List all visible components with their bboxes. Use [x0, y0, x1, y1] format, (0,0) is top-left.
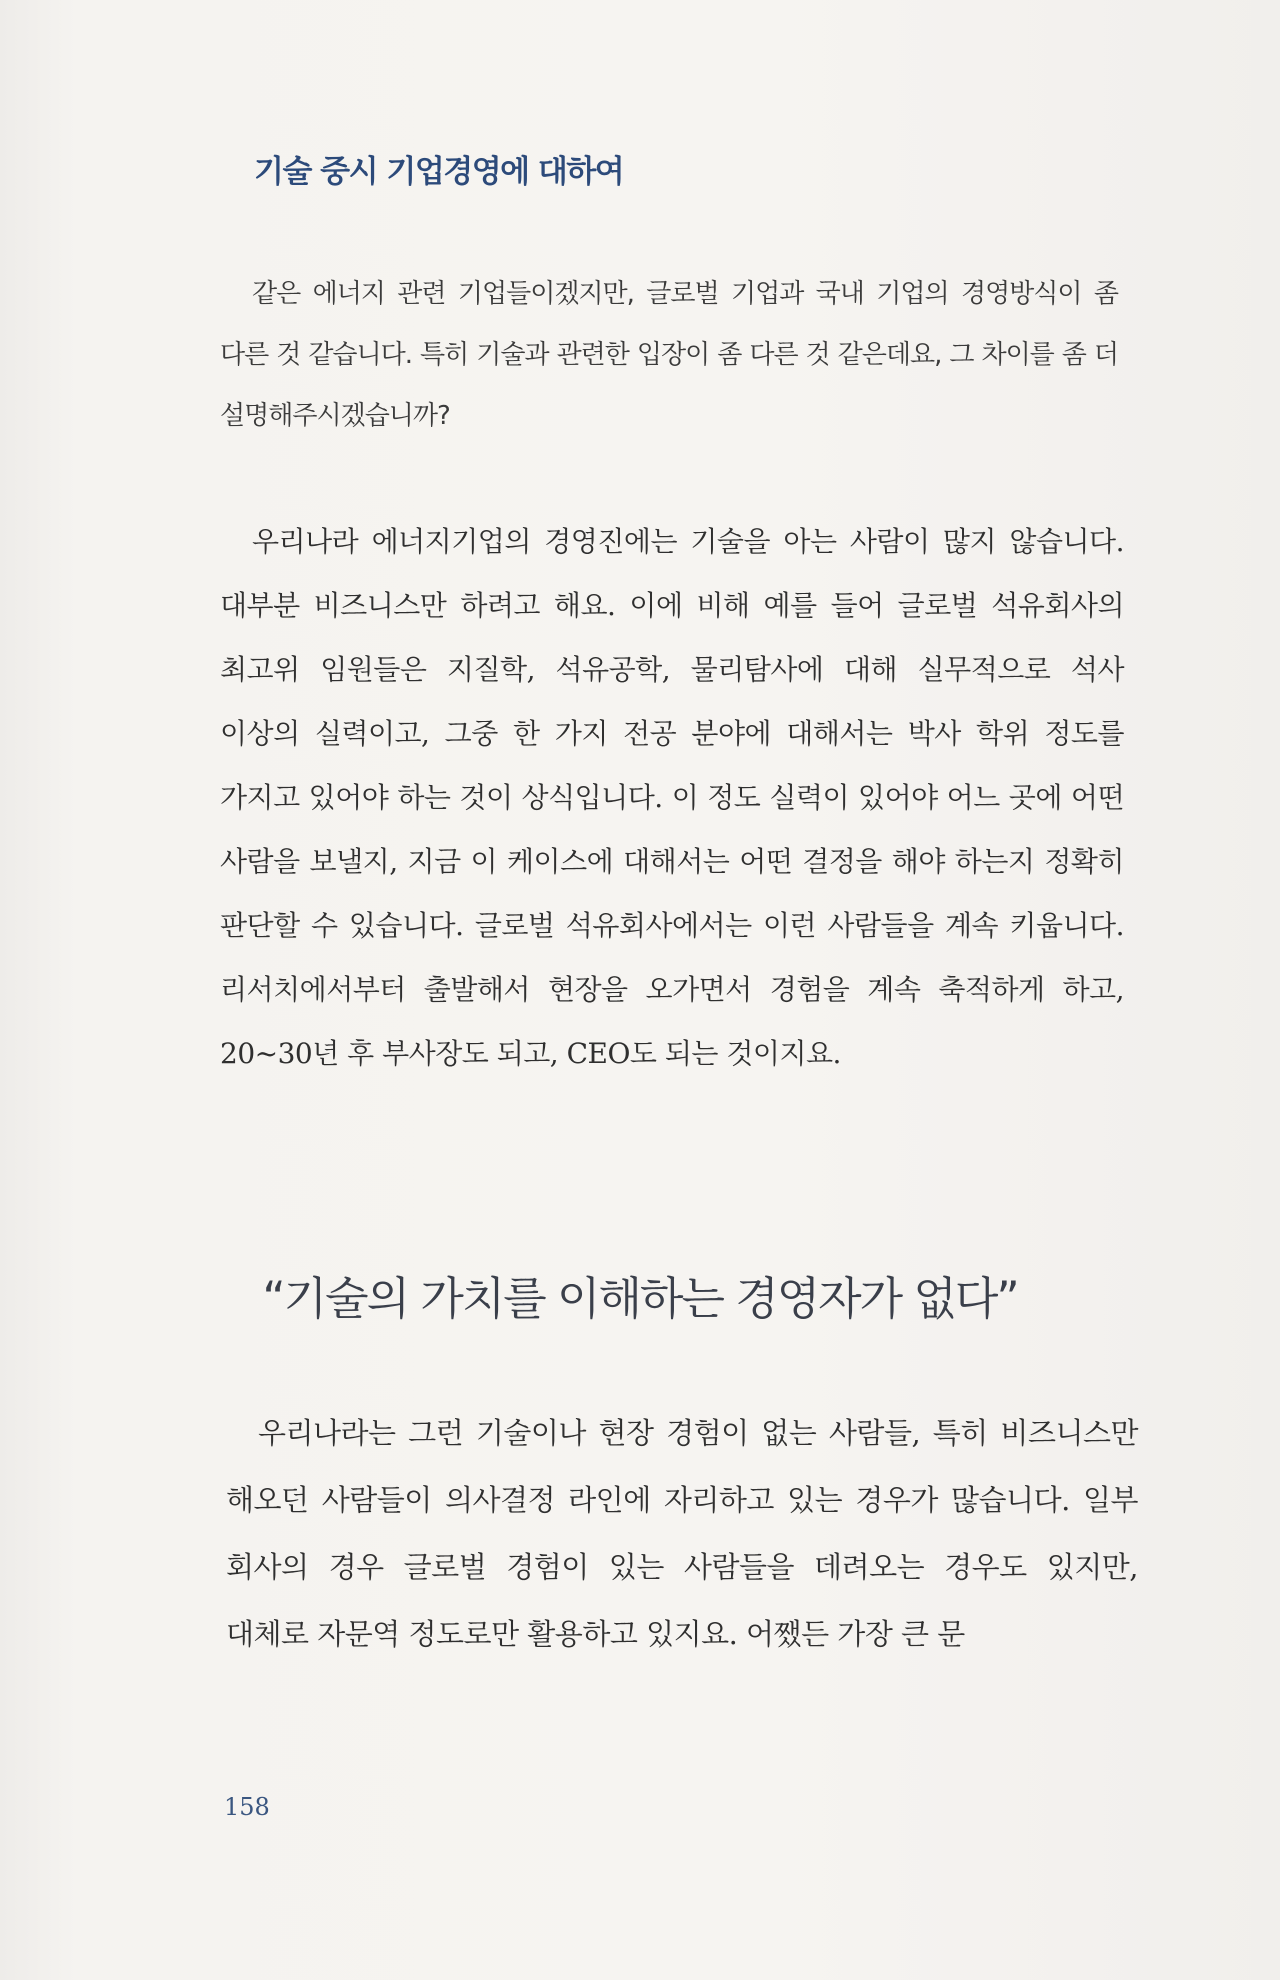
page-number: 158 [224, 1793, 270, 1821]
interview-answer-paragraph: 우리나라 에너지기업의 경영진에는 기술을 아는 사람이 많지 않습니다. 대부분 비즈니스만 하려고 해요. 이에 비해 예를 들어 글로벌 석유회사의 최고위 임원들은 지질학, 석유공학, 물리탐사에 대해 실무적으로 석사 이상의 실력이고, 그중 한 가지 전공 분야에 대해서는 박사 학위 정도를 가지고 있어야 하는 것이 상식입니다. 이 정도 실력이 있어야 어느 곳에 어떤 사람을 보낼지, 지금 이 케이스에 대해서는 어떤 결정을 해야 하는지 정확히 판단할 수 있습니다. 글로벌 석유회사에서는 이런 사람들을 계속 키웁니다. 리서치에서부터 출발해서 현장을 오가면서 경험을 계속 축적하게 하고, 20~30년 후 부사장도 되고, CEO도 되는 것이지요. [220, 525, 1124, 1070]
interview-question: 같은 에너지 관련 기업들이겠지만, 글로벌 기업과 국내 기업의 경영방식이 좀 다른 것 같습니다. 특히 기술과 관련한 입장이 좀 다른 것 같은데요, 그 차이를 좀 더 설명해주시겠습니까? [220, 279, 1118, 431]
section-heading: 기술 중시 기업경영에 대하여 [254, 154, 624, 190]
interview-answer-continued: 우리나라는 그런 기술이나 현장 경험이 없는 사람들, 특히 비즈니스만 해오던 사람들이 의사결정 라인에 자리하고 있는 경우가 많습니다. 일부 회사의 경우 글로벌 경험이 있는 사람들을 데려오는 경우도 있지만, 대체로 자문역 정도로만 활용하고 있지요. 어쨌든 가장 큰 문 [226, 1416, 1138, 1651]
pull-quote: “기술의 가치를 이해하는 경영자가 없다” [262, 1272, 1018, 1325]
